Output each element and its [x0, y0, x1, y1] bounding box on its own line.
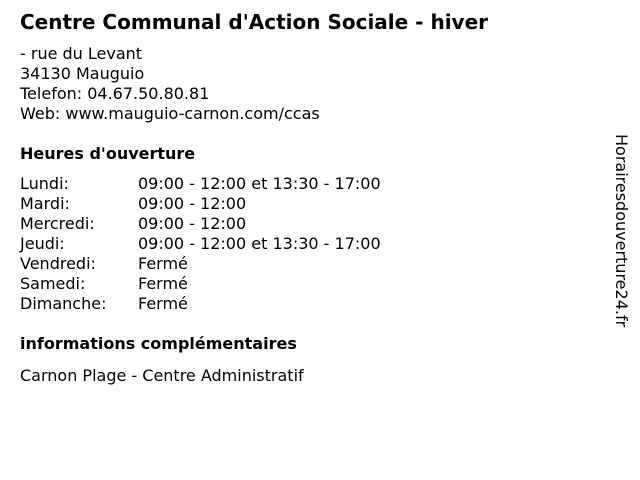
hours-row-saturday	[20, 274, 381, 294]
hours-row-sunday	[20, 294, 381, 314]
site-watermark: Horairesdouverture24.fr	[612, 134, 631, 328]
hours-table	[20, 174, 381, 314]
time-value: Fermé	[138, 274, 188, 293]
time-value: 09:00 - 12:00	[138, 214, 247, 233]
page-title: Centre Communal d'Action Sociale - hiver	[20, 10, 489, 34]
day-label: Vendredi:	[20, 254, 96, 273]
address-block	[20, 44, 320, 124]
hours-row-monday	[20, 174, 381, 194]
day-label: Jeudi:	[20, 234, 65, 253]
extra-info-heading: informations complémentaires	[20, 334, 297, 353]
day-label: Lundi:	[20, 174, 69, 193]
address-web: Web: www.mauguio-carnon.com/ccas	[20, 104, 320, 123]
hours-row-wednesday	[20, 214, 381, 234]
address-street: - rue du Levant	[20, 44, 143, 63]
hours-row-tuesday	[20, 194, 381, 214]
day-label: Samedi:	[20, 274, 86, 293]
extra-info-text: Carnon Plage - Centre Administratif	[20, 366, 304, 385]
hours-heading: Heures d'ouverture	[20, 144, 196, 163]
hours-row-friday	[20, 254, 381, 274]
address-city: 34130 Mauguio	[20, 64, 145, 83]
time-value: Fermé	[138, 254, 188, 273]
time-value: 09:00 - 12:00	[138, 194, 247, 213]
day-label: Dimanche:	[20, 294, 107, 313]
time-value: Fermé	[138, 294, 188, 313]
day-label: Mardi:	[20, 194, 70, 213]
time-value: 09:00 - 12:00 et 13:30 - 17:00	[138, 234, 381, 253]
day-label: Mercredi:	[20, 214, 95, 233]
hours-row-thursday	[20, 234, 381, 254]
address-phone: Telefon: 04.67.50.80.81	[20, 84, 210, 103]
time-value: 09:00 - 12:00 et 13:30 - 17:00	[138, 174, 381, 193]
